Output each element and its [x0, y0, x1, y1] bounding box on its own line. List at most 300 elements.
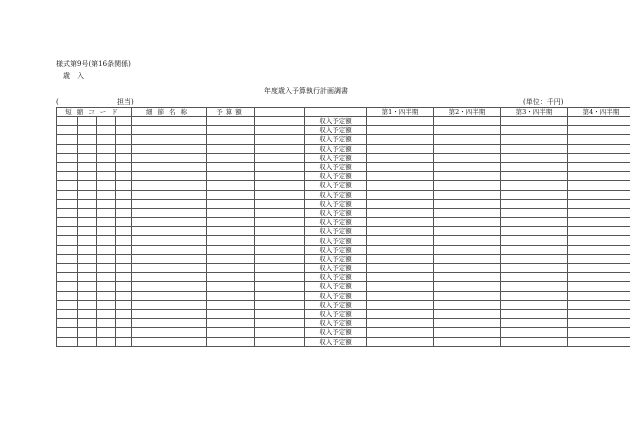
detail-name-cell[interactable]	[132, 135, 207, 144]
code-cell[interactable]	[57, 245, 78, 254]
q2-cell[interactable]	[434, 218, 501, 227]
q4-cell[interactable]	[568, 153, 630, 162]
budget-cell[interactable]	[207, 337, 255, 346]
code-cell[interactable]	[78, 117, 97, 126]
q3-cell[interactable]	[501, 190, 568, 199]
detail-name-cell[interactable]	[132, 300, 207, 309]
q4-cell[interactable]	[568, 245, 630, 254]
code-cell[interactable]	[57, 190, 78, 199]
row-label-cell: 収入予定額	[305, 254, 367, 263]
table-row	[57, 218, 630, 227]
q1-cell[interactable]	[367, 245, 434, 254]
code-cell[interactable]	[97, 208, 116, 217]
code-cell[interactable]	[116, 264, 132, 273]
code-cell[interactable]	[116, 172, 132, 181]
q2-cell[interactable]	[434, 245, 501, 254]
q4-cell[interactable]	[568, 126, 630, 135]
code-cell[interactable]	[57, 218, 78, 227]
q4-cell[interactable]	[568, 254, 630, 263]
code-cell[interactable]	[78, 328, 97, 337]
detail-name-cell[interactable]	[132, 144, 207, 153]
q2-cell[interactable]	[434, 337, 501, 346]
q3-cell[interactable]	[501, 126, 568, 135]
code-cell[interactable]	[97, 328, 116, 337]
q1-cell[interactable]	[367, 337, 434, 346]
budget-cell[interactable]	[207, 282, 255, 291]
row-label-cell: 収入予定額	[305, 227, 367, 236]
q2-cell[interactable]	[434, 181, 501, 190]
code-cell[interactable]	[97, 300, 116, 309]
q4-cell[interactable]	[568, 282, 630, 291]
code-cell[interactable]	[78, 264, 97, 273]
q4-cell[interactable]	[568, 172, 630, 181]
blank-cell[interactable]	[255, 337, 305, 346]
q4-cell[interactable]	[568, 236, 630, 245]
q4-cell[interactable]	[568, 199, 630, 208]
budget-cell[interactable]	[207, 291, 255, 300]
q1-cell[interactable]	[367, 319, 434, 328]
code-cell[interactable]	[97, 291, 116, 300]
code-cell[interactable]	[116, 162, 132, 171]
code-cell[interactable]	[57, 264, 78, 273]
code-cell[interactable]	[97, 227, 116, 236]
table-row	[57, 254, 630, 263]
code-cell[interactable]	[78, 218, 97, 227]
q2-cell[interactable]	[434, 135, 501, 144]
q4-cell[interactable]	[568, 264, 630, 273]
budget-cell[interactable]	[207, 172, 255, 181]
code-cell[interactable]	[57, 126, 78, 135]
detail-name-cell[interactable]	[132, 227, 207, 236]
detail-name-cell[interactable]	[132, 309, 207, 318]
blank-cell[interactable]	[255, 218, 305, 227]
q3-cell[interactable]	[501, 282, 568, 291]
table-row	[57, 172, 630, 181]
code-cell[interactable]	[97, 282, 116, 291]
blank-cell[interactable]	[255, 153, 305, 162]
blank-cell[interactable]	[255, 319, 305, 328]
q4-cell[interactable]	[568, 181, 630, 190]
q4-cell[interactable]	[568, 227, 630, 236]
budget-cell[interactable]	[207, 300, 255, 309]
blank-cell[interactable]	[255, 117, 305, 126]
budget-cell[interactable]	[207, 153, 255, 162]
header-q1: 第1・四半期	[367, 108, 434, 117]
table-row	[57, 264, 630, 273]
code-cell[interactable]	[57, 309, 78, 318]
code-cell[interactable]	[57, 300, 78, 309]
code-cell[interactable]	[116, 218, 132, 227]
code-cell[interactable]	[78, 291, 97, 300]
detail-name-cell[interactable]	[132, 162, 207, 171]
budget-cell[interactable]	[207, 309, 255, 318]
q1-cell[interactable]	[367, 181, 434, 190]
code-cell[interactable]	[57, 162, 78, 171]
row-label-cell: 収入予定額	[305, 328, 367, 337]
q2-cell[interactable]	[434, 208, 501, 217]
q1-cell[interactable]	[367, 273, 434, 282]
detail-name-cell[interactable]	[132, 264, 207, 273]
q2-cell[interactable]	[434, 273, 501, 282]
detail-name-cell[interactable]	[132, 126, 207, 135]
budget-cell[interactable]	[207, 328, 255, 337]
row-label-cell: 収入予定額	[305, 126, 367, 135]
detail-name-cell[interactable]	[132, 181, 207, 190]
q4-cell[interactable]	[568, 135, 630, 144]
q4-cell[interactable]	[568, 337, 630, 346]
detail-name-cell[interactable]	[132, 254, 207, 263]
q1-cell[interactable]	[367, 300, 434, 309]
blank-cell[interactable]	[255, 282, 305, 291]
q1-cell[interactable]	[367, 227, 434, 236]
code-cell[interactable]	[97, 309, 116, 318]
q2-cell[interactable]	[434, 291, 501, 300]
row-label-cell: 収入予定額	[305, 319, 367, 328]
row-label-cell: 収入予定額	[305, 236, 367, 245]
q1-cell[interactable]	[367, 117, 434, 126]
budget-cell[interactable]	[207, 181, 255, 190]
code-cell[interactable]	[78, 300, 97, 309]
code-cell[interactable]	[57, 328, 78, 337]
detail-name-cell[interactable]	[132, 218, 207, 227]
q3-cell[interactable]	[501, 208, 568, 217]
detail-name-cell[interactable]	[132, 117, 207, 126]
q2-cell[interactable]	[434, 190, 501, 199]
detail-name-cell[interactable]	[132, 190, 207, 199]
q3-cell[interactable]	[501, 264, 568, 273]
blank-cell[interactable]	[255, 291, 305, 300]
code-cell[interactable]	[116, 181, 132, 190]
code-cell[interactable]	[116, 236, 132, 245]
q4-cell[interactable]	[568, 144, 630, 153]
code-cell[interactable]	[57, 291, 78, 300]
detail-name-cell[interactable]	[132, 245, 207, 254]
header-blank	[255, 108, 305, 117]
q4-cell[interactable]	[568, 218, 630, 227]
q4-cell[interactable]	[568, 117, 630, 126]
q1-cell[interactable]	[367, 309, 434, 318]
q3-cell[interactable]	[501, 181, 568, 190]
budget-cell[interactable]	[207, 254, 255, 263]
blank-cell[interactable]	[255, 162, 305, 171]
code-cell[interactable]	[116, 227, 132, 236]
code-cell[interactable]	[116, 319, 132, 328]
q4-cell[interactable]	[568, 208, 630, 217]
code-cell[interactable]	[116, 190, 132, 199]
blank-cell[interactable]	[255, 126, 305, 135]
blank-cell[interactable]	[255, 254, 305, 263]
q1-cell[interactable]	[367, 190, 434, 199]
q3-cell[interactable]	[501, 273, 568, 282]
q2-cell[interactable]	[434, 300, 501, 309]
budget-cell[interactable]	[207, 199, 255, 208]
code-cell[interactable]	[78, 172, 97, 181]
q2-cell[interactable]	[434, 309, 501, 318]
code-cell[interactable]	[78, 153, 97, 162]
q1-cell[interactable]	[367, 291, 434, 300]
code-cell[interactable]	[57, 282, 78, 291]
q1-cell[interactable]	[367, 282, 434, 291]
blank-cell[interactable]	[255, 309, 305, 318]
detail-name-cell[interactable]	[132, 236, 207, 245]
budget-cell[interactable]	[207, 190, 255, 199]
budget-cell[interactable]	[207, 126, 255, 135]
code-cell[interactable]	[78, 181, 97, 190]
code-cell[interactable]	[78, 126, 97, 135]
budget-plan-table	[56, 107, 630, 347]
q1-cell[interactable]	[367, 162, 434, 171]
q3-cell[interactable]	[501, 319, 568, 328]
blank-cell[interactable]	[255, 190, 305, 199]
table-row	[57, 227, 630, 236]
q3-cell[interactable]	[501, 172, 568, 181]
code-cell[interactable]	[116, 153, 132, 162]
code-cell[interactable]	[97, 144, 116, 153]
code-cell[interactable]	[57, 153, 78, 162]
q3-cell[interactable]	[501, 254, 568, 263]
q3-cell[interactable]	[501, 199, 568, 208]
budget-cell[interactable]	[207, 227, 255, 236]
code-cell[interactable]	[116, 337, 132, 346]
code-cell[interactable]	[97, 245, 116, 254]
blank-cell[interactable]	[255, 227, 305, 236]
code-cell[interactable]	[116, 300, 132, 309]
budget-cell[interactable]	[207, 135, 255, 144]
budget-cell[interactable]	[207, 264, 255, 273]
table-row	[57, 126, 630, 135]
code-cell[interactable]	[116, 309, 132, 318]
q1-cell[interactable]	[367, 172, 434, 181]
code-cell[interactable]	[116, 199, 132, 208]
row-label-cell: 収入予定額	[305, 282, 367, 291]
detail-name-cell[interactable]	[132, 328, 207, 337]
budget-cell[interactable]	[207, 218, 255, 227]
code-cell[interactable]	[116, 117, 132, 126]
q1-cell[interactable]	[367, 126, 434, 135]
budget-cell[interactable]	[207, 208, 255, 217]
blank-cell[interactable]	[255, 172, 305, 181]
q2-cell[interactable]	[434, 282, 501, 291]
code-cell[interactable]	[78, 144, 97, 153]
code-cell[interactable]	[78, 309, 97, 318]
q2-cell[interactable]	[434, 117, 501, 126]
q1-cell[interactable]	[367, 264, 434, 273]
code-cell[interactable]	[78, 254, 97, 263]
code-cell[interactable]	[116, 282, 132, 291]
q4-cell[interactable]	[568, 300, 630, 309]
q2-cell[interactable]	[434, 264, 501, 273]
q4-cell[interactable]	[568, 319, 630, 328]
code-cell[interactable]	[57, 144, 78, 153]
code-cell[interactable]	[78, 236, 97, 245]
budget-cell[interactable]	[207, 236, 255, 245]
q3-cell[interactable]	[501, 245, 568, 254]
code-cell[interactable]	[97, 264, 116, 273]
code-cell[interactable]	[116, 273, 132, 282]
q1-cell[interactable]	[367, 208, 434, 217]
detail-name-cell[interactable]	[132, 208, 207, 217]
q2-cell[interactable]	[434, 227, 501, 236]
detail-name-cell[interactable]	[132, 199, 207, 208]
code-cell[interactable]	[78, 337, 97, 346]
code-cell[interactable]	[78, 245, 97, 254]
q2-cell[interactable]	[434, 144, 501, 153]
code-cell[interactable]	[97, 319, 116, 328]
q3-cell[interactable]	[501, 153, 568, 162]
blank-cell[interactable]	[255, 236, 305, 245]
code-cell[interactable]	[57, 236, 78, 245]
q4-cell[interactable]	[568, 273, 630, 282]
q1-cell[interactable]	[367, 199, 434, 208]
q4-cell[interactable]	[568, 190, 630, 199]
department-open-paren: (	[56, 98, 59, 106]
code-cell[interactable]	[57, 208, 78, 217]
code-cell[interactable]	[97, 153, 116, 162]
code-cell[interactable]	[57, 319, 78, 328]
q1-cell[interactable]	[367, 144, 434, 153]
code-cell[interactable]	[97, 172, 116, 181]
q3-cell[interactable]	[501, 117, 568, 126]
code-cell[interactable]	[116, 291, 132, 300]
code-cell[interactable]	[97, 190, 116, 199]
detail-name-cell[interactable]	[132, 273, 207, 282]
code-cell[interactable]	[97, 337, 116, 346]
code-cell[interactable]	[116, 144, 132, 153]
q3-cell[interactable]	[501, 337, 568, 346]
table-row	[57, 199, 630, 208]
blank-cell[interactable]	[255, 245, 305, 254]
header-blank-2	[305, 108, 367, 117]
q1-cell[interactable]	[367, 254, 434, 263]
budget-cell[interactable]	[207, 245, 255, 254]
q3-cell[interactable]	[501, 144, 568, 153]
code-cell[interactable]	[116, 208, 132, 217]
blank-cell[interactable]	[255, 181, 305, 190]
q1-cell[interactable]	[367, 328, 434, 337]
budget-cell[interactable]	[207, 273, 255, 282]
q2-cell[interactable]	[434, 153, 501, 162]
table-row	[57, 135, 630, 144]
q3-cell[interactable]	[501, 227, 568, 236]
code-cell[interactable]	[78, 199, 97, 208]
budget-cell[interactable]	[207, 144, 255, 153]
code-cell[interactable]	[116, 254, 132, 263]
code-cell[interactable]	[97, 218, 116, 227]
q1-cell[interactable]	[367, 153, 434, 162]
budget-cell[interactable]	[207, 117, 255, 126]
blank-cell[interactable]	[255, 264, 305, 273]
code-cell[interactable]	[116, 135, 132, 144]
code-cell[interactable]	[57, 135, 78, 144]
q3-cell[interactable]	[501, 236, 568, 245]
q3-cell[interactable]	[501, 300, 568, 309]
detail-name-cell[interactable]	[132, 172, 207, 181]
q2-cell[interactable]	[434, 126, 501, 135]
blank-cell[interactable]	[255, 300, 305, 309]
code-cell[interactable]	[78, 282, 97, 291]
q1-cell[interactable]	[367, 218, 434, 227]
q2-cell[interactable]	[434, 319, 501, 328]
q4-cell[interactable]	[568, 162, 630, 171]
code-cell[interactable]	[78, 190, 97, 199]
code-cell[interactable]	[57, 117, 78, 126]
blank-cell[interactable]	[255, 135, 305, 144]
blank-cell[interactable]	[255, 199, 305, 208]
code-cell[interactable]	[97, 254, 116, 263]
table-row	[57, 300, 630, 309]
code-cell[interactable]	[57, 172, 78, 181]
q2-cell[interactable]	[434, 236, 501, 245]
code-cell[interactable]	[78, 227, 97, 236]
code-cell[interactable]	[116, 245, 132, 254]
budget-cell[interactable]	[207, 162, 255, 171]
q3-cell[interactable]	[501, 291, 568, 300]
code-cell[interactable]	[116, 328, 132, 337]
code-cell[interactable]	[97, 199, 116, 208]
code-cell[interactable]	[57, 199, 78, 208]
code-cell[interactable]	[78, 135, 97, 144]
code-cell[interactable]	[97, 236, 116, 245]
code-cell[interactable]	[57, 337, 78, 346]
code-cell[interactable]	[57, 254, 78, 263]
detail-name-cell[interactable]	[132, 291, 207, 300]
blank-cell[interactable]	[255, 144, 305, 153]
code-cell[interactable]	[57, 273, 78, 282]
q4-cell[interactable]	[568, 291, 630, 300]
q2-cell[interactable]	[434, 328, 501, 337]
detail-name-cell[interactable]	[132, 319, 207, 328]
code-cell[interactable]	[97, 135, 116, 144]
code-cell[interactable]	[78, 162, 97, 171]
code-cell[interactable]	[57, 227, 78, 236]
row-label-cell: 収入予定額	[305, 208, 367, 217]
q4-cell[interactable]	[568, 309, 630, 318]
blank-cell[interactable]	[255, 328, 305, 337]
q1-cell[interactable]	[367, 135, 434, 144]
q4-cell[interactable]	[568, 328, 630, 337]
blank-cell[interactable]	[255, 208, 305, 217]
code-cell[interactable]	[97, 117, 116, 126]
code-cell[interactable]	[97, 126, 116, 135]
detail-name-cell[interactable]	[132, 153, 207, 162]
q2-cell[interactable]	[434, 162, 501, 171]
detail-name-cell[interactable]	[132, 337, 207, 346]
code-cell[interactable]	[97, 273, 116, 282]
q3-cell[interactable]	[501, 218, 568, 227]
detail-name-cell[interactable]	[132, 282, 207, 291]
table-row	[57, 162, 630, 171]
blank-cell[interactable]	[255, 273, 305, 282]
code-cell[interactable]	[116, 126, 132, 135]
code-cell[interactable]	[97, 162, 116, 171]
q2-cell[interactable]	[434, 254, 501, 263]
q1-cell[interactable]	[367, 236, 434, 245]
q3-cell[interactable]	[501, 309, 568, 318]
q3-cell[interactable]	[501, 162, 568, 171]
table-row	[57, 273, 630, 282]
q3-cell[interactable]	[501, 135, 568, 144]
budget-cell[interactable]	[207, 319, 255, 328]
q3-cell[interactable]	[501, 328, 568, 337]
code-cell[interactable]	[78, 273, 97, 282]
q2-cell[interactable]	[434, 172, 501, 181]
table-row	[57, 337, 630, 346]
code-cell[interactable]	[78, 208, 97, 217]
code-cell[interactable]	[78, 319, 97, 328]
code-cell[interactable]	[57, 181, 78, 190]
q2-cell[interactable]	[434, 199, 501, 208]
code-cell[interactable]	[97, 181, 116, 190]
